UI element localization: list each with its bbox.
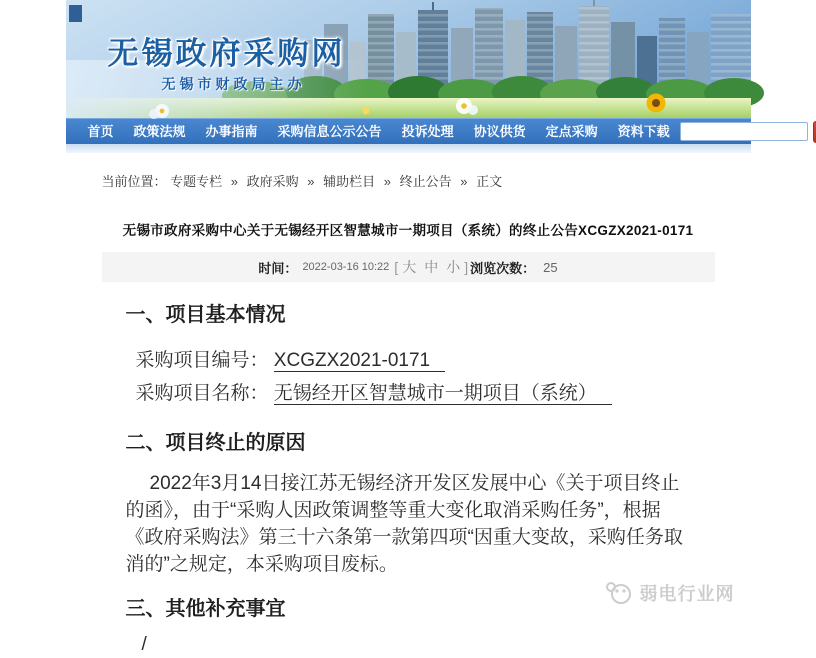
font-size-large-button[interactable]: 大: [402, 259, 417, 275]
termination-reason-paragraph: 2022年3月14日接江苏无锡经济开发区发展中心《关于项目终止的函》，由于“采购人因政策调整等重大变化取消采购任务”，根据《政府采购法》第三十六条第一款第四项“因重大变故，采购任务取消的”之规定，本采购项目废标。: [125, 473, 683, 575]
breadcrumb-label: 当前位置：: [101, 174, 167, 189]
views-count: 25: [543, 259, 558, 275]
nav-bottom-strip: [66, 144, 751, 153]
article-title: 无锡市政府采购中心关于无锡经开区智慧城市一期项目（系统）的终止公告XCGZX2021-0171: [122, 223, 694, 238]
publish-time: 2022-03-16 10:22: [302, 261, 390, 273]
breadcrumb-item-auxiliary-columns[interactable]: 辅助栏目: [323, 174, 376, 189]
page: [66, 0, 751, 655]
breadcrumb-separator: »: [460, 174, 468, 189]
search-input[interactable]: [680, 122, 808, 141]
nav-item-agreement-supply[interactable]: 协议供货: [473, 123, 526, 139]
font-size-medium-button[interactable]: 中: [424, 259, 439, 275]
field-project-number-value: XCGZX2021-0171: [274, 350, 445, 372]
nav-item-designated-procurement[interactable]: 定点采购: [545, 123, 598, 139]
breadcrumb-item-government-procurement[interactable]: 政府采购: [246, 174, 299, 189]
watermark-text: 弱电行业网: [639, 584, 735, 604]
font-size-small-button[interactable]: 小: [446, 259, 461, 275]
sunflower: [646, 94, 665, 113]
field-project-number: [126, 346, 693, 376]
field-project-name: [126, 379, 693, 409]
section-heading-basic-info: 一、项目基本情况: [125, 304, 286, 326]
nav-item-policies[interactable]: 政策法规: [133, 123, 186, 139]
supplement-content: /: [141, 634, 147, 655]
views-label: 浏览次数：: [470, 260, 536, 276]
section-heading-termination-reason: 二、项目终止的原因: [125, 432, 306, 454]
breadcrumb-item-special-topics[interactable]: 专题专栏: [170, 174, 223, 189]
watermark-logo-icon: [604, 581, 634, 605]
main-nav: [66, 118, 751, 144]
font-size-bracket-close: ]: [464, 259, 469, 275]
time-label: 时间：: [258, 260, 298, 276]
breadcrumb-item-full-text: 正文: [476, 174, 503, 189]
nav-item-complaints[interactable]: 投诉处理: [401, 123, 454, 139]
watermark: [604, 580, 735, 606]
nav-item-home[interactable]: 首页: [87, 123, 114, 139]
field-project-name-label: 采购项目名称：: [135, 383, 269, 404]
article-meta-bar: [102, 252, 715, 282]
font-size-bracket-open: [: [394, 259, 399, 275]
breadcrumb: [102, 171, 715, 190]
section-heading-supplement: 三、其他补充事宜: [125, 598, 286, 620]
breadcrumb-separator: »: [383, 174, 392, 189]
search-button[interactable]: [813, 121, 816, 143]
breadcrumb-separator: »: [307, 174, 315, 189]
banner-image: [66, 0, 751, 118]
nav-item-downloads[interactable]: 资料下载: [617, 123, 670, 139]
site-title: 无锡政府采购网: [107, 36, 346, 71]
breadcrumb-separator: »: [230, 174, 239, 189]
nav-item-procurement-announcements[interactable]: 采购信息公示公告: [277, 123, 382, 139]
search-box: [680, 121, 816, 143]
field-project-name-value: 无锡经开区智慧城市一期项目（系统）: [274, 383, 612, 405]
site-subtitle: 无锡市财政局主办: [161, 76, 306, 92]
field-project-number-label: 采购项目编号：: [135, 350, 269, 371]
breadcrumb-item-termination-notices[interactable]: 终止公告: [399, 174, 452, 189]
nav-item-guide[interactable]: 办事指南: [205, 123, 258, 139]
